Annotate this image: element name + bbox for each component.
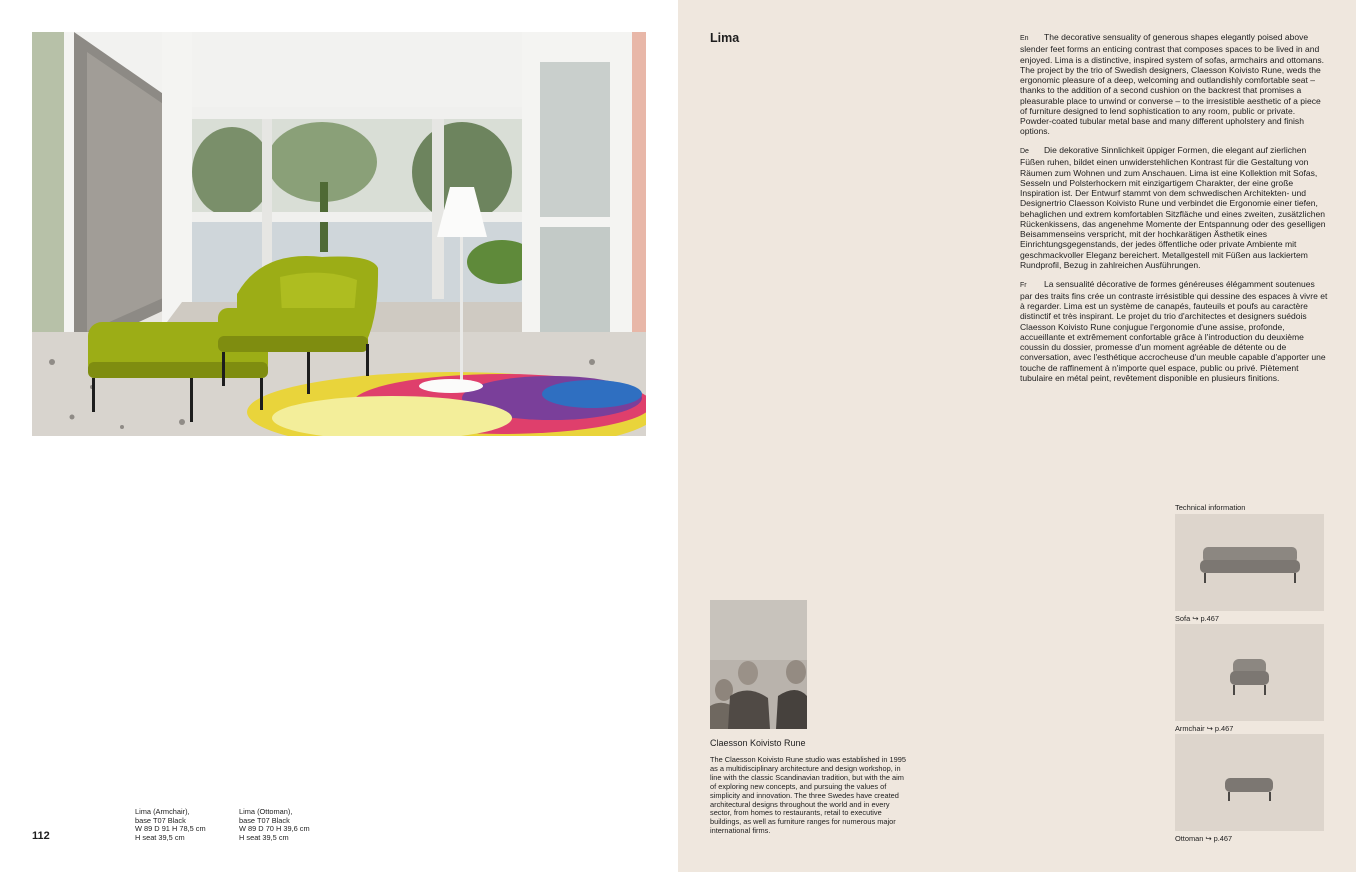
right-page [678,0,1356,872]
ottoman-label: Ottoman ↪ p.467 [1175,834,1233,843]
armchair-label: Armchair ↪ p.467 [1175,724,1234,733]
page-number: 112 [32,830,50,842]
ottoman-caption: Lima (Ottoman), base T07 Black W 89 D 70 H 39,6 cm H seat 39,5 cm [239,807,310,842]
product-title: Lima [710,31,740,45]
designers-portrait [710,600,807,729]
armchair-caption: Lima (Armchair), base T07 Black W 89 D 91 H 78,5 cm H seat 39,5 cm [135,807,206,842]
ottoman-icon [1175,734,1324,831]
description-fr [1020,279,1328,384]
description-text: Die dekorative Sinnlichkeit üppiger Formen, die elegant auf zierlichen Füßen ruhen, bildet einen unwiderstehlichen Kontrast für die Gestaltung von Räumen zum Wohnen und zum Anschauen. Lima ist eine Kollektion mit Sofas, Sesseln und Polsterhockern mit einzigartigem Charakter, der eine große Inspiration ist. Der Entwurf stammt von dem schwedischen Architekten- und Designertrio Claesson Koivisto Rune und verbindet die Ergonomie einer tiefen, behaglichen und extrem komfortablen Sitzfläche und eines zweiten, zusätzlichen Rückenkissens, das angenehme Momente der Entspannung oder des geselligen Beisammenseins verspricht, mit der hochkarätigen Ästhetik eines Einrichtungsgegenstands, der jedes öffentliche oder private Ambiente mit geschmackvoller Eleganz bereichert. Metallgestell mit Füßen aus lackiertem Rundprofil, Bezug in zahlreichen Ausführungen. [1020,145,1326,270]
designer-name: Claesson Koivisto Rune [710,738,806,748]
description-text: The decorative sensuality of generous shapes elegantly poised above slender feet forms an enticing contrast that composes spaces to be lived in and enjoyed. Lima is a distinctive, inspired system of sofas, armchairs and ottomans. The project by the trio of Swedish designers, Claesson Koivisto Rune, weds the ergonomic pleasure of a deep, welcoming and outlandishly comfortable seat – thanks to the addition of a second cushion on the backrest that promises a pleasurable place to unwind or converse – to the irresistible aesthetic of a piece of furniture designed to lend sophistication to any room, public or private. Powder-coated tubular metal base and many different upholstery and finish options. [1020,32,1325,137]
language-code: En [1020,35,1029,42]
designer-bio: The Claesson Koivisto Rune studio was established in 1995 as a multidisciplinary architecture and design workshop, in line with the classic Scandinavian tradition, but with the aim of exploring new concepts, and pursuing the values of simplicity and innovation. The three Swedes have created architectural designs throughout the world and in every sector, from homes to restaurants, retail to executive buildings, as well as furniture ranges for numerous major international firms. [710,755,906,836]
hero-photo [32,32,646,436]
language-code: De [1020,148,1029,155]
technical-info-heading: Technical information [1175,503,1246,512]
sofa-label: Sofa ↪ p.467 [1175,614,1219,623]
sofa-icon [1175,514,1324,611]
description-de [1020,145,1328,270]
description-en [1020,32,1328,137]
description-column [1020,32,1328,392]
armchair-icon [1175,624,1324,721]
description-text: La sensualité décorative de formes généreuses élégamment soutenues par des traits fins crée un contraste irrésistible qui dessine des espaces à vivre et à regarder. Lima est un système de canapés, fauteuils et poufs au caractère distinctif et très inspirant. Le projet du trio d'architectes et designers suédois Claesson Koivisto Rune conjugue l'ergonomie d'une assise, profonde, accueillante et extrêmement confortable grâce à l'introduction du deuxième coussin du dossier, promesse d'un moment agréable de détente ou de conversation, avec l'esthétique accrocheuse d'un meuble capable d'apporter une touche de raffinement à n'importe quel espace, public ou privé. Piètement tubulaire en métal peint, revêtement disponible en plusieurs finitions. [1020,278,1328,383]
language-code: Fr [1020,281,1027,289]
